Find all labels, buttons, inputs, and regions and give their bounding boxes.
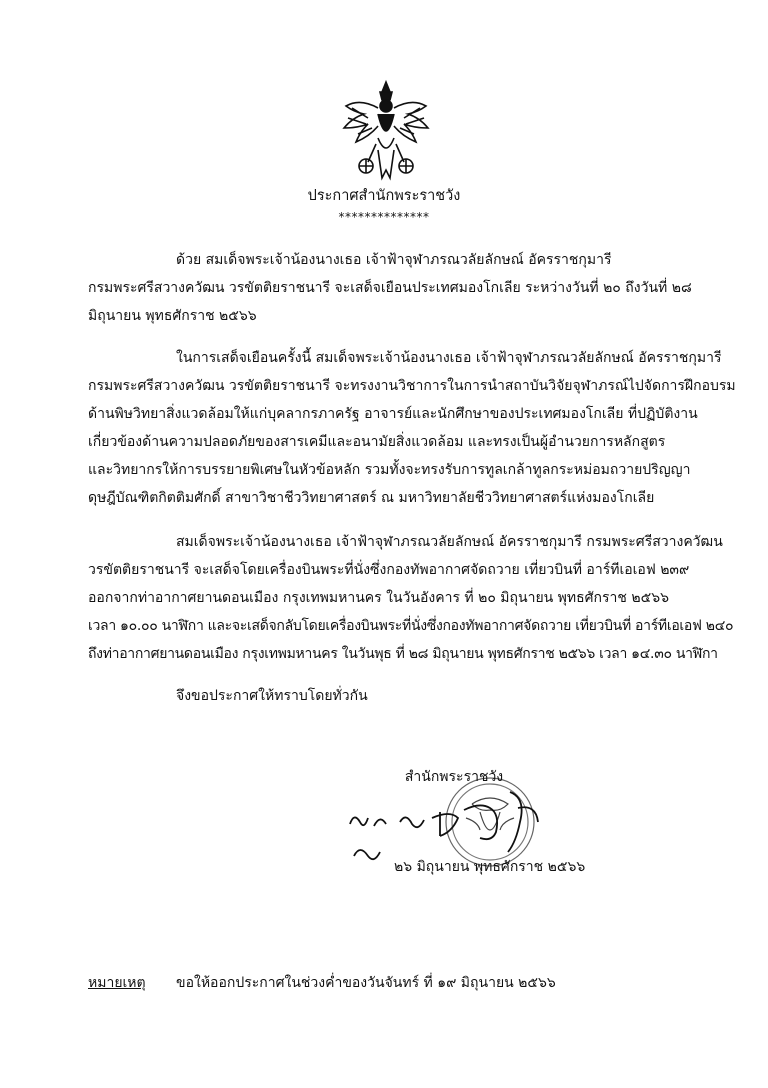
- paragraph-line: ถึงท่าอากาศยานดอนเมือง กรุงเทพมหานคร ในวันพุธ ที่ ๒๘ มิถุนายน พุทธศักราช ๒๕๖๖ เวลา ๑๔.๓๐ นาฬิกา: [88, 646, 718, 662]
- paragraph-2: [88, 344, 736, 512]
- paragraph-line: เกี่ยวข้องด้านความปลอดภัยของสารเคมีและอนามัยสิ่งแวดล้อม และทรงเป็นผู้อำนวยการหลักสูตร: [88, 434, 666, 450]
- paragraph-line: ดุษฎีบัณฑิตกิตติมศักดิ์ สาขาวิชาชีววิทยาศาสตร์ ณ มหาวิทยาลัยชีววิทยาศาสตร์แห่งมองโกเลีย: [88, 490, 655, 506]
- paragraph-3: [88, 528, 734, 668]
- paragraph-line: และวิทยากรให้การบรรยายพิเศษในหัวข้อหลัก รวมทั้งจะทรงรับการทูลเกล้าทูลกระหม่อมถวายปริญญา: [88, 462, 691, 478]
- paragraph-line: ด้วย สมเด็จพระเจ้าน้องนางเธอ เจ้าฟ้าจุฬาภรณวลัยลักษณ์ อัครราชกุมารี: [176, 252, 612, 268]
- paragraph-1: [88, 246, 708, 330]
- signature-date: ๒๖ มิถุนายน พุทธศักราช ๒๕๖๖: [394, 859, 586, 875]
- note-label: หมายเหตุ: [88, 975, 146, 991]
- signature-office: สำนักพระราชวัง: [404, 769, 504, 785]
- paragraph-line: ออกจากท่าอากาศยานดอนเมือง กรุงเทพมหานคร ในวันอังคาร ที่ ๒๐ มิถุนายน พุทธศักราช ๒๕๖๖: [88, 590, 669, 606]
- garuda-emblem-icon: [338, 78, 434, 184]
- paragraph-line: วรขัตติยราชนารี จะเสด็จโดยเครื่องบินพระที่นั่งซึ่งกองทัพอากาศจัดถวาย เที่ยวบินที่ อาร์ทีเอเอฟ ๒๓๙: [88, 562, 690, 578]
- paragraph-line: ด้านพิษวิทยาสิ่งแวดล้อมให้แก่บุคลากรภาครัฐ อาจารย์และนักศึกษาของประเทศมองโกเลีย ที่ปฏิบัติงาน: [88, 406, 698, 422]
- paragraph-line: กรมพระศรีสวางควัฒน วรขัตติยราชนารี จะเสด็จเยือนประเทศมองโกเลีย ระหว่างวันที่ ๒๐ ถึงวันที่ ๒๘: [88, 280, 692, 296]
- page-title: ประกาศสำนักพระราชวัง: [307, 188, 461, 204]
- closing-statement: จึงขอประกาศให้ทราบโดยทั่วกัน: [176, 688, 368, 704]
- title-separator: **************: [338, 210, 430, 224]
- note-text: ขอให้ออกประกาศในช่วงค่ำของวันจันทร์ ที่ ๑๙ มิถุนายน ๒๕๖๖: [176, 975, 556, 991]
- paragraph-line: มิถุนายน พุทธศักราช ๒๕๖๖: [88, 308, 257, 324]
- paragraph-line: สมเด็จพระเจ้าน้องนางเธอ เจ้าฟ้าจุฬาภรณวลัยลักษณ์ อัครราชกุมารี กรมพระศรีสวางควัฒน: [176, 534, 723, 550]
- paragraph-line: ในการเสด็จเยือนครั้งนี้ สมเด็จพระเจ้าน้องนางเธอ เจ้าฟ้าจุฬาภรณวลัยลักษณ์ อัครราชกุมารี: [176, 350, 722, 366]
- paragraph-line: กรมพระศรีสวางควัฒน วรขัตติยราชนารี จะทรงงานวิชาการในการนำสถาบันวิจัยจุฬาภรณ์ไปจัดการฝึกอบรม: [88, 378, 736, 394]
- paragraph-line: เวลา ๑๐.๐๐ นาฬิกา และจะเสด็จกลับโดยเครื่องบินพระที่นั่งซึ่งกองทัพอากาศจัดถวาย เที่ยวบินที่ อาร์ทีเอเอฟ ๒๔๐: [88, 618, 734, 634]
